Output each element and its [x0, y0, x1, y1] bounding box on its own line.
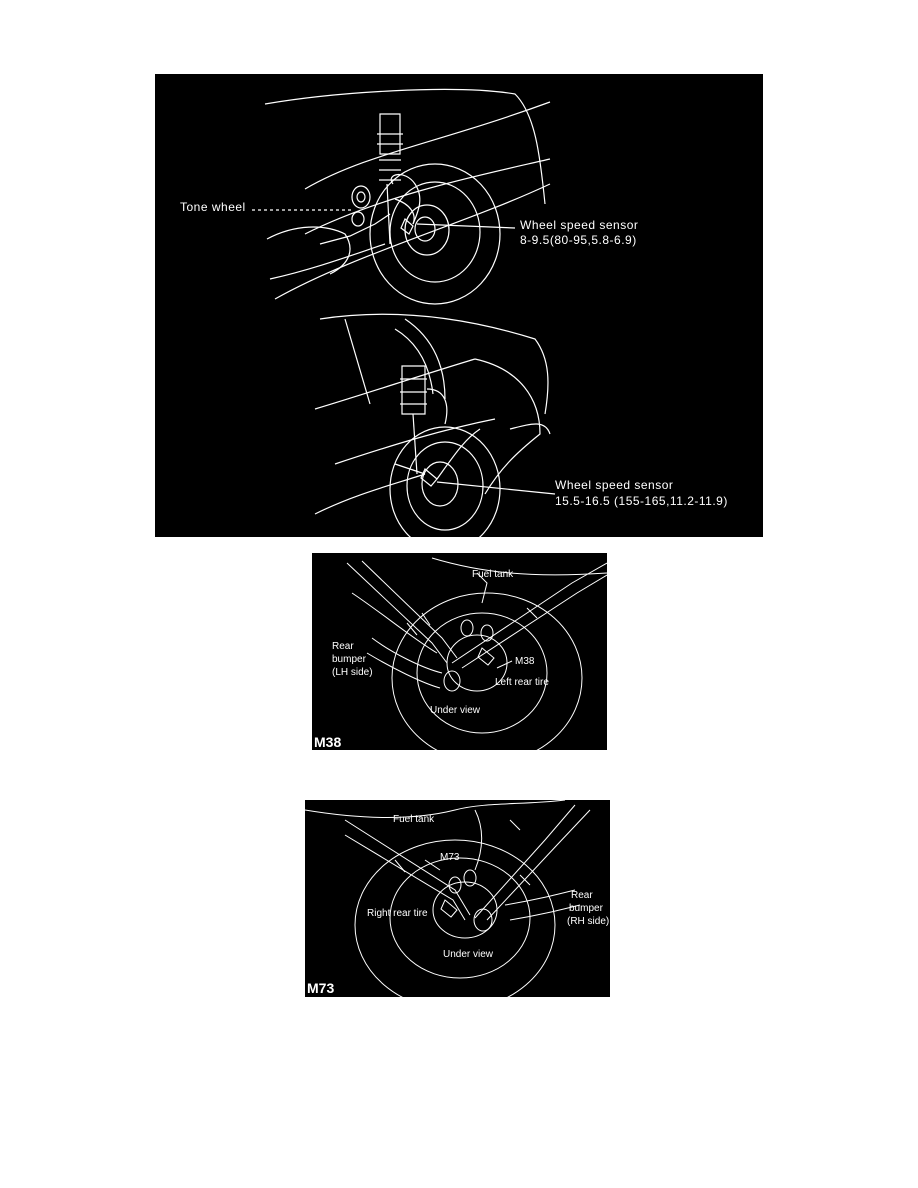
m38-fuel-tank-label: Fuel tank	[472, 569, 514, 580]
m73-rear-bumper-label-line2: bumper	[569, 903, 603, 914]
front-wheel-speed-sensor-label: Wheel speed sensor	[520, 218, 639, 232]
front-wheel-speed-sensor-torque: 8-9.5(80-95,5.8-6.9)	[520, 233, 637, 247]
rear-wheel-speed-sensor-label: Wheel speed sensor	[555, 478, 674, 492]
m38-underbody-illustration	[312, 553, 607, 750]
m38-rear-bumper-label-line1: Rear	[332, 641, 354, 652]
tone-wheel-label: Tone wheel	[180, 200, 246, 214]
m38-rear-bumper-label-line2: bumper	[332, 654, 366, 665]
m38-left-rear-tire-label: Left rear tire	[495, 677, 549, 688]
figure-connector-m73	[305, 800, 610, 997]
m73-connector-label: M73	[440, 852, 460, 863]
m38-under-view-label: Under view	[430, 705, 481, 716]
m73-right-rear-tire-label: Right rear tire	[367, 908, 428, 919]
m38-connector-label: M38	[515, 656, 535, 667]
m73-fuel-tank-label: Fuel tank	[393, 814, 435, 825]
wheel-speed-sensor-illustration	[155, 74, 763, 537]
m73-under-view-label: Under view	[443, 949, 494, 960]
figure-connector-m38	[312, 553, 607, 750]
m38-rear-bumper-label-line3: (LH side)	[332, 667, 373, 678]
rear-wheel-speed-sensor-torque: 15.5-16.5 (155-165,11.2-11.9)	[555, 494, 728, 508]
m73-figure-tag: M73	[307, 980, 335, 996]
m38-figure-tag: M38	[314, 734, 342, 750]
figure-wheel-speed-sensors	[155, 74, 763, 537]
m73-rear-bumper-label-line1: Rear	[571, 890, 593, 901]
m73-underbody-illustration	[305, 800, 610, 997]
m73-rear-bumper-label-line3: (RH side)	[567, 916, 610, 927]
